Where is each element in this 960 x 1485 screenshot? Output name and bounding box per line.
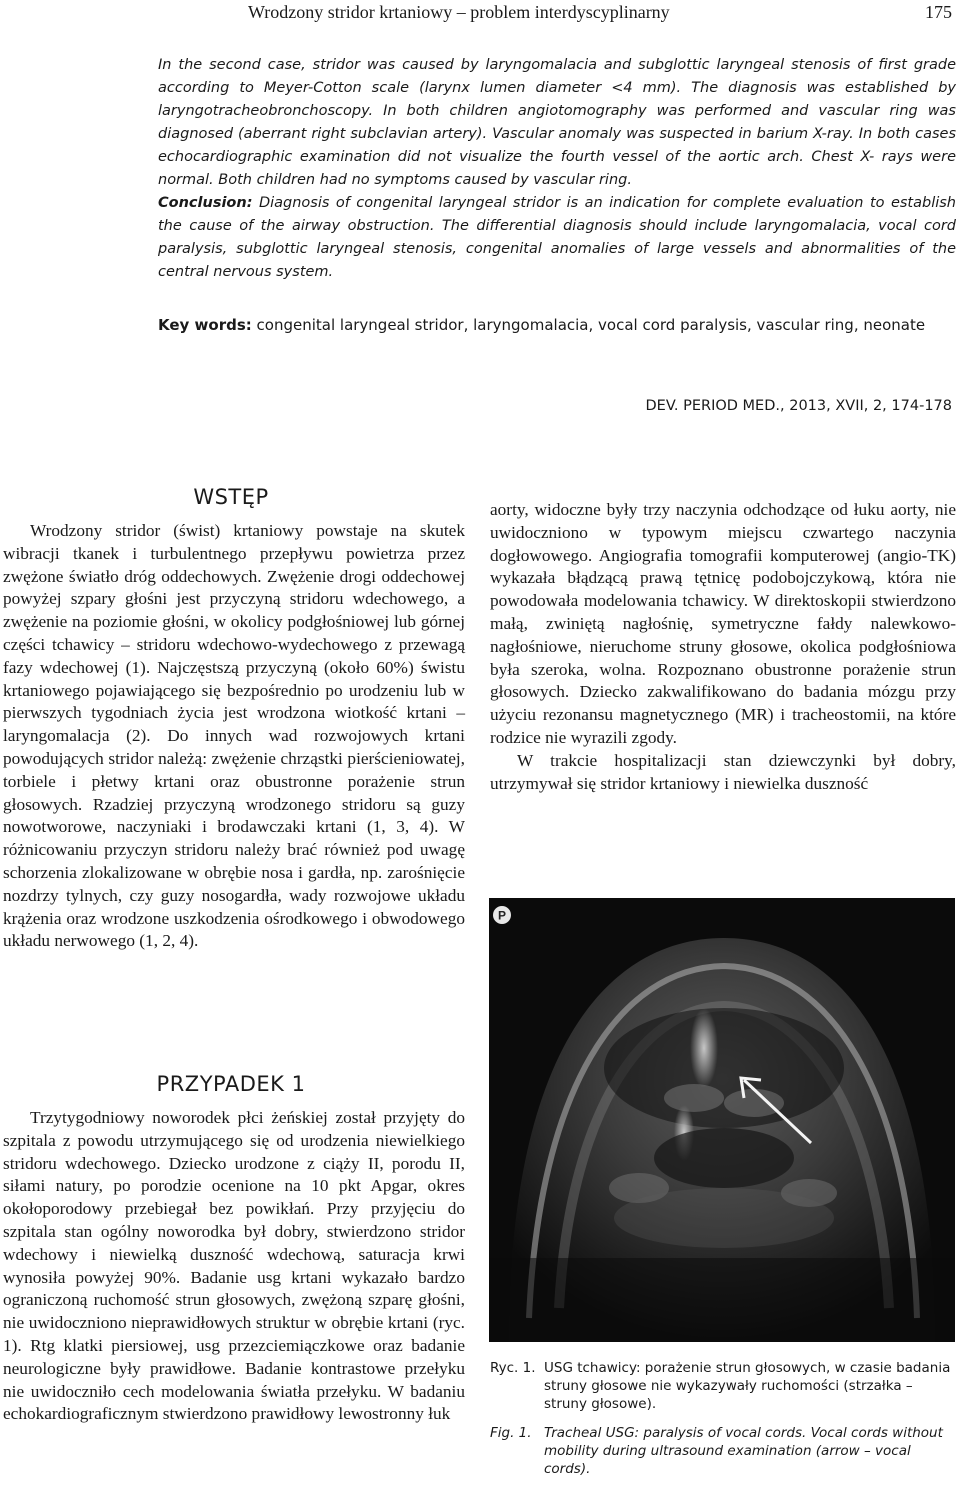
keywords (158, 314, 956, 337)
keywords-text: congenital laryngeal stridor, laryngomalacia, vocal cord paralysis, vascular ring, neonate (251, 316, 926, 334)
english-abstract (158, 54, 956, 284)
abstract-body: In the second case, stridor was caused by laryngomalacia and subglottic laryngeal stenosis of first grade according to Meyer-Cotton scale (larynx lumen diameter <4 mm). The diagnosis was established by laryngotracheobronchoscopy. In both children angiotomography was performed and vascular ring was diagnosed (aberrant right subclavian artery). Vascular anomaly was suspected in barium X-ray. In both cases echocardiographic examination did not visualize the fourth vessel of the aortic arch. Chest X- rays were normal. Both children had no symptoms caused by vascular ring. (158, 57, 956, 188)
citation-details: , 2013, XVII, 2, 174-178 (780, 398, 952, 414)
caption-pl-text: USG tchawicy: porażenie strun głosowych, w czasie badania struny głosowe nie wykazywały ruchomości (strzałka – struny głosowe). (544, 1360, 951, 1412)
section-heading-intro: WSTĘP (193, 485, 269, 509)
case-1-continued-2: W trakcie hospitalizacji stan dziewczynki był dobry, utrzymywał się stridor krtaniowy i niewielka duszność (490, 750, 956, 793)
caption-pl-label: Ryc. 1. (490, 1360, 536, 1376)
intro-column (3, 520, 465, 953)
running-title: Wrodzony stridor krtaniowy – problem interdyscyplinarny (248, 2, 670, 22)
caption-en-label: Fig. 1. (490, 1425, 532, 1441)
conclusion-text: Diagnosis of congenital laryngeal stridor is an indication for complete evaluation to establish the cause of the airway obstruction. The differential diagnosis should include laryngomalacia, vocal cord paralysis, subglottic laryngeal stenosis, congenital anomalies of large vessels and abnormalities of the central nervous system. (158, 195, 956, 280)
keywords-label: Key words: (158, 316, 252, 334)
page-number: 175 (925, 2, 952, 22)
intro-paragraph: Wrodzony stridor (świst) krtaniowy powstaje na skutek wibracji tkanek i turbulentnego przepływu powietrza przez zwężone światło dróg oddechowych. Zwężenie drogi oddechowej powyżej szpary głośni jest przyczyną stridoru wdechowego, a zwężenie na poziomie głośni, w okolicy podgłośniowej lub górnej części tchawicy – stridoru wdechowo-wydechowego z przewagą fazy wdechowej (1). Najczęstszą przyczyną (około 60%) świstu krtaniowego pojawiającego się bezpośrednio po urodzeniu lub w pierwszych tygodniach życia jest wrodzona wiotkość krtani – laryngomalacja (2). Do innych wad rozwojowych krtani powodujących stridor należą: zwężenie chrząstki pierścieniowatej, torbiele i płetwy krtani oraz obustronne porażenie strun głosowych. Rzadziej przyczyną wrodzonego stridoru są guzy nowotworowe, naczyniaki i brodawczaki krtani (1, 3, 4). W różnicowaniu przyczyn stridoru należy brać również pod uwagę schorzenia zlokalizowane w obrębie nosa i gardła, np. zarośnięcie nozdrzy tylnych, czy guzy nosogardła, wady rozwojowe układu krążenia oraz wrodzone uszkodzenia ośrodkowego i obwodowego układu nerwowego (1, 2, 4). (3, 521, 465, 951)
running-header (0, 0, 960, 30)
case-1-paragraph: Trzytygodniowy noworodek płci żeńskiej został przyjęty do szpitala z powodu utrzymującego się od urodzenia niewielkiego stridoru wdechowego. Dziecko urodzone z ciąży II, porodu II, siłami natury, po porodzie ocenione na 10 pkt Apgar, okres okołoporodowy przebiegał bez powikłań. Przy przyjęciu do szpitala stan ogólny noworodka był dobry, stwierdzono stridor wdechowy i niewielką duszność wdechową, saturacja krwi wynosiła powyżej 90%. Badanie usg krtani wykazało bardzo ograniczoną ruchomość strun głosowych, zwężoną szparę głośni, nie uwidoczniono nieprawidłowych struktur w obrębie krtani (ryc. 1). Rtg klatki piersiowej, usg przezciemiączkowe oraz badanie neurologiczne były prawidłowe. Badanie kontrastowe przełyku nie uwidoczniło cech modelowania światła przełyku. W badaniu echokardiograficznym stwierdzono prawidłowy lewostronny łuk (3, 1108, 465, 1424)
conclusion-label: Conclusion: (158, 195, 253, 211)
case-1-continued: aorty, widoczne były trzy naczynia odchodzące od łuku aorty, nie uwidoczniono w typowym miejscu czwartego naczynia dogłowowego. Angiografia tomografii komputerowej (angio-TK) wykazała błądzącą prawą tętnicę podobojczykową, która nie powodowała modelowania tchawicy. W direktoskopii stwierdzono małą, zwiniętą nagłośnię, symetryczne fałdy nalewkowo-nagłośniowe, nieruchome struny głosowe, okolica podgłośniowa była szeroka, wolna. Rozpoznano obustronne porażenie strun głosowych. Dziecko zakwalifikowano do badania mózgu przy użyciu rezonansu magnetycznego (MR) i tracheostomii, na które rodzice nie wyrazili zgody. (490, 500, 956, 747)
section-heading-case-1: PRZYPADEK 1 (156, 1072, 306, 1096)
journal-citation (646, 398, 953, 414)
caption-en-text: Tracheal USG: paralysis of vocal cords. Vocal cords without mobility during ultrasound examination (arrow – vocal cords). (544, 1425, 943, 1477)
case-1-column (3, 1107, 465, 1426)
ultrasound-image (489, 898, 955, 1342)
journal-name: DEV. PERIOD MED. (645, 398, 780, 414)
ultrasound-graphic (489, 898, 955, 1342)
p-marker-label: P (497, 908, 507, 923)
p-marker-badge (493, 906, 511, 924)
right-column (490, 499, 956, 795)
